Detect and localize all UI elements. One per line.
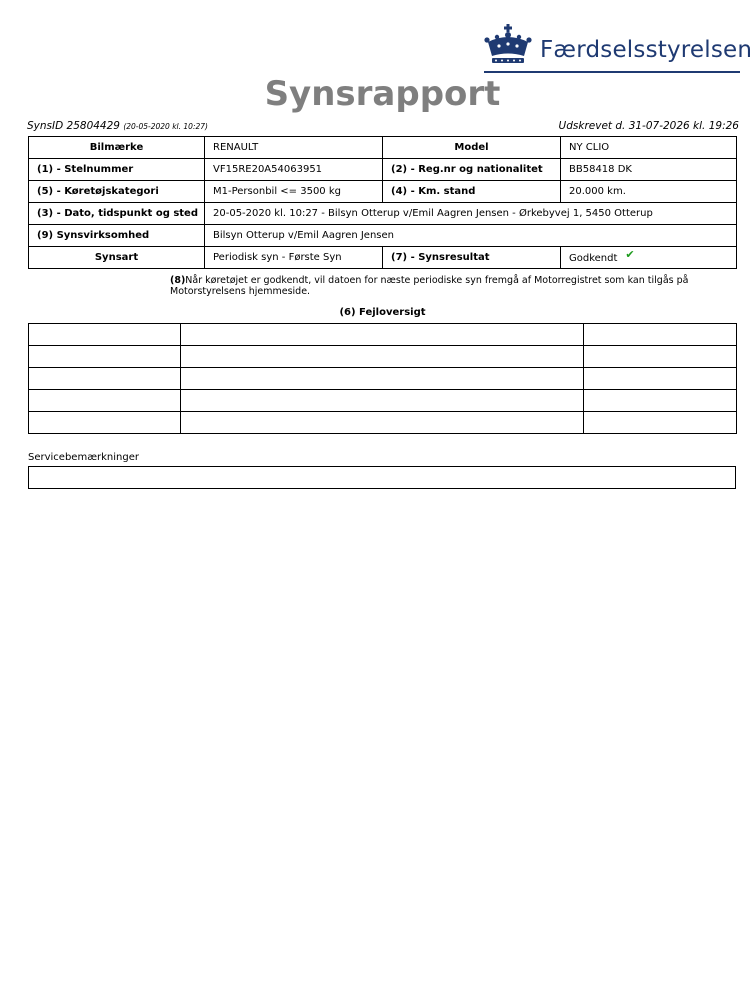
- table-row: [29, 181, 737, 203]
- stelnummer-value: VF15RE20A54063951: [205, 159, 383, 181]
- checkmark-icon: ✔: [625, 248, 635, 261]
- km-label: (4) - Km. stand: [383, 181, 561, 203]
- table-row: [29, 368, 737, 390]
- table-cell: [584, 368, 737, 390]
- virksomhed-label: (9) Synsvirksomhed: [29, 225, 205, 247]
- table-row: [29, 137, 737, 159]
- table-row: [29, 159, 737, 181]
- stelnummer-label: (1) - Stelnummer: [29, 159, 205, 181]
- resultat-cell: [561, 247, 737, 269]
- synsid: [27, 120, 208, 132]
- dato-label: (3) - Dato, tidspunkt og sted: [29, 203, 205, 225]
- page-title: Synsrapport: [264, 74, 501, 114]
- table-row: [29, 203, 737, 225]
- table-row: [29, 225, 737, 247]
- logo: [484, 24, 753, 76]
- fejl-table: [28, 323, 737, 434]
- table-cell: [584, 346, 737, 368]
- service-label: Servicebemærkninger: [28, 452, 139, 463]
- table-cell: [181, 346, 584, 368]
- kategori-label: (5) - Køretøjskategori: [29, 181, 205, 203]
- synsid-label: SynsID 25804429: [27, 120, 120, 132]
- bilmaerke-value: RENAULT: [205, 137, 383, 159]
- logo-text: Færdselsstyrelsen: [540, 37, 753, 63]
- table-cell: [29, 346, 181, 368]
- table-cell: [29, 390, 181, 412]
- table-cell: [584, 324, 737, 346]
- model-value: NY CLIO: [561, 137, 737, 159]
- table-row: [29, 247, 737, 269]
- regnr-value: BB58418 DK: [561, 159, 737, 181]
- table-cell: [29, 412, 181, 434]
- table-cell: [181, 412, 584, 434]
- service-box: [28, 466, 736, 489]
- km-value: 20.000 km.: [561, 181, 737, 203]
- virksomhed-value: Bilsyn Otterup v/Emil Aagren Jensen: [205, 225, 737, 247]
- crown-icon: [484, 24, 532, 68]
- table-cell: [29, 368, 181, 390]
- note: [170, 275, 710, 297]
- table-row: [29, 346, 737, 368]
- table-row: [29, 412, 737, 434]
- logo-underline: [484, 71, 740, 73]
- model-label: Model: [383, 137, 561, 159]
- table-row: [29, 390, 737, 412]
- note-text: Når køretøjet er godkendt, vil datoen for næste periodiske syn fremgå af Motorregistret som kan tilgås på Motorstyrelsens hjemmeside.: [170, 275, 689, 297]
- synsid-timestamp: (20-05-2020 kl. 10:27): [123, 122, 208, 131]
- table-cell: [584, 390, 737, 412]
- table-cell: [29, 324, 181, 346]
- synsart-value: Periodisk syn - Første Syn: [205, 247, 383, 269]
- kategori-value: M1-Personbil <= 3500 kg: [205, 181, 383, 203]
- note-marker: (8): [170, 275, 186, 286]
- report-table: [28, 136, 737, 269]
- print-date: Udskrevet d. 31-07-2026 kl. 19:26: [558, 120, 739, 132]
- regnr-label: (2) - Reg.nr og nationalitet: [383, 159, 561, 181]
- table-cell: [584, 412, 737, 434]
- table-cell: [181, 368, 584, 390]
- table-row: [29, 324, 737, 346]
- synsart-label: Synsart: [29, 247, 205, 269]
- resultat-label: (7) - Synsresultat: [383, 247, 561, 269]
- fejloversigt-title: (6) Fejloversigt: [339, 307, 426, 318]
- dato-value: 20-05-2020 kl. 10:27 - Bilsyn Otterup v/Emil Aagren Jensen - Ørkebyvej 1, 5450 Otterup: [205, 203, 737, 225]
- table-cell: [181, 390, 584, 412]
- table-cell: [181, 324, 584, 346]
- bilmaerke-label: Bilmærke: [29, 137, 205, 159]
- resultat-value: Godkendt: [569, 253, 618, 264]
